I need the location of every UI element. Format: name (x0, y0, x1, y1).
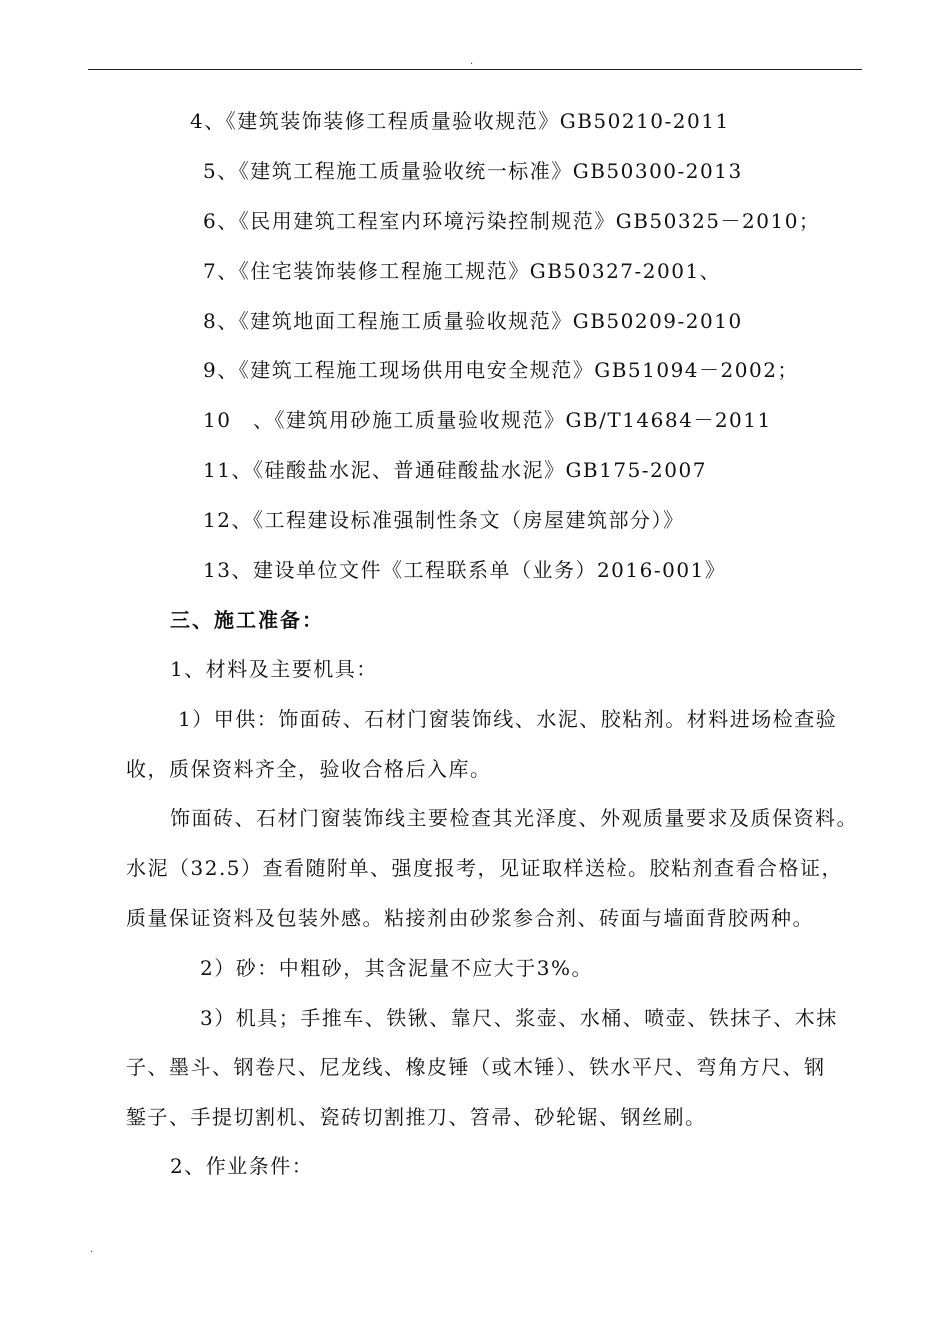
inspection-para-line3: 质量保证资料及包装外感。粘接剂由砂浆参合剂、砖面与墙面背胶两种。 (126, 906, 814, 930)
standard-item-13: 13、建设单位文件《工程联系单（业务）2016-001》 (203, 558, 727, 582)
materials-item3-line2: 子、墨斗、钢卷尺、尼龙线、橡皮锤（或木锤）、铁水平尺、弯角方尺、钢 (126, 1055, 826, 1079)
subsection-work-conditions-title: 2、作业条件： (170, 1154, 314, 1178)
materials-item2: 2）砂：中粗砂，其含泥量不应大于3%。 (200, 956, 593, 980)
standard-item-8: 8、《建筑地面工程施工质量验收规范》GB50209-2010 (203, 309, 743, 333)
materials-item1-line1: 1）甲供：饰面砖、石材门窗装饰线、水泥、胶粘剂。材料进场检查验 (178, 707, 838, 731)
footer-dot: . (90, 1244, 94, 1255)
standard-item-7: 7、《住宅装饰装修工程施工规范》GB50327-2001、 (203, 259, 722, 283)
standard-item-11: 11、《硅酸盐水泥、普通硅酸盐水泥》GB175-2007 (203, 458, 707, 482)
inspection-para-line1: 饰面砖、石材门窗装饰线主要检查其光泽度、外观质量要求及质保资料。 (170, 806, 858, 830)
materials-item1-line2: 收，质保资料齐全，验收合格后入库。 (126, 757, 492, 781)
section-heading-preparation: 三、施工准备： (170, 608, 324, 632)
standard-item-4: 4、《建筑装饰装修工程质量验收规范》GB50210-2011 (190, 109, 730, 133)
inspection-para-line2: 水泥（32.5）查看随附单、强度报考，见证取样送检。胶粘剂查看合格证， (126, 856, 844, 880)
header-dot: . (470, 56, 474, 67)
standard-item-10: 10 、《建筑用砂施工质量验收规范》GB/T14684－2011 (203, 408, 772, 432)
standard-item-6: 6、《民用建筑工程室内环境污染控制规范》GB50325－2010； (203, 209, 821, 233)
header-rule (88, 69, 862, 70)
subsection-materials-title: 1、材料及主要机具： (170, 657, 378, 681)
standard-item-5: 5、《建筑工程施工质量验收统一标准》GB50300-2013 (203, 159, 743, 183)
materials-item3-line1: 3）机具；手推车、铁锹、靠尺、浆壶、水桶、喷壶、铁抹子、木抹 (200, 1006, 838, 1030)
standard-item-9: 9、《建筑工程施工现场供用电安全规范》GB51094－2002； (203, 358, 799, 382)
materials-item3-line3: 錾子、手提切割机、瓷砖切割推刀、笤帚、砂轮锯、钢丝刷。 (126, 1105, 707, 1129)
standard-item-12: 12、《工程建设标准强制性条文（房屋建筑部分）》 (203, 508, 685, 532)
